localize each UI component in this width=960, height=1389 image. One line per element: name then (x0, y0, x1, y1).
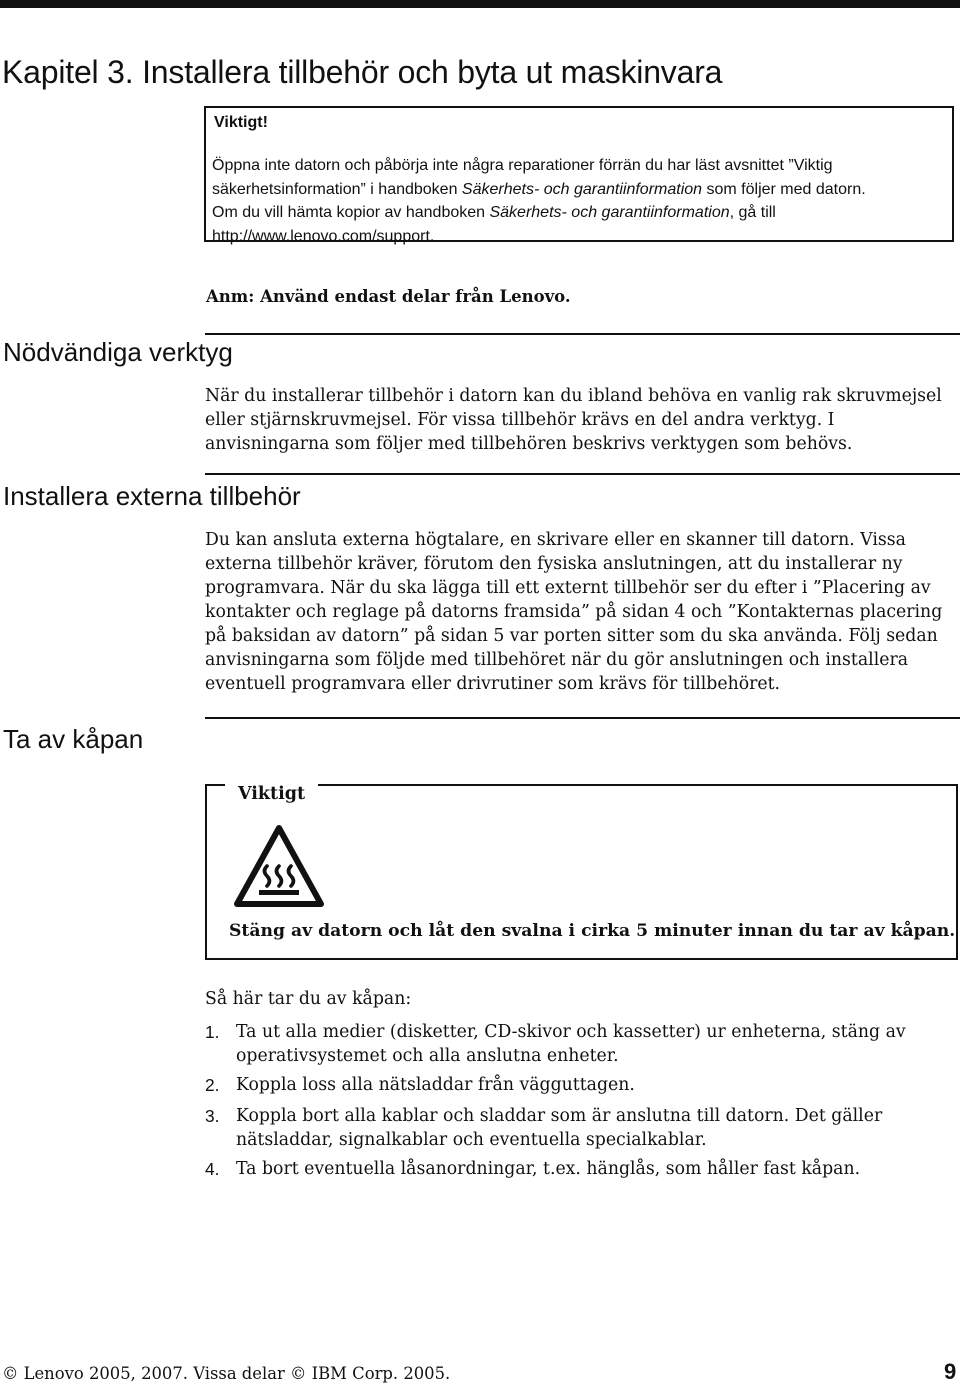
tools-paragraph: När du installerar tillbehör i datorn kan du ibland behöva en vanlig rak skruvmejsel eller stjärnskruvmejsel. För vissa tillbehör krävs en del andra verktyg. I anvisningarna som följer med tillbehören beskrivs verktygen som behövs. (205, 386, 942, 454)
top-rule (0, 0, 960, 8)
step-text: Koppla loss alla nätsladdar från vägguttagen. (236, 1075, 635, 1095)
warning-box-top-edge (205, 784, 225, 786)
step-number: 4. (205, 1159, 220, 1179)
step-number: 1. (205, 1022, 220, 1042)
step-text: Ta ut alla medier (disketter, CD-skivor och kassetter) ur enheterna, stäng av operativsystemet och alla anslutna enheter. (236, 1022, 906, 1066)
section-rule (205, 473, 960, 475)
step-text: Koppla bort alla kablar och sladdar som är anslutna till datorn. Det gäller nätsladdar, signalkablar och eventuella specialkablar. (236, 1106, 883, 1150)
section-rule (205, 333, 960, 335)
important-body (212, 154, 954, 248)
section-heading-cover: Ta av kåpan (3, 724, 144, 754)
page-number: 9 (944, 1359, 957, 1384)
warning-text: Stäng av datorn och låt den svalna i cirka 5 minuter innan du tar av kåpan. (229, 921, 956, 941)
section-heading-external: Installera externa tillbehör (3, 481, 301, 511)
important-line-2: säkerhetsinformation” i handboken Säkerhets- och garantiinformation som följer med datorn. (212, 180, 866, 198)
chapter-title: Kapitel 3. Installera tillbehör och byta ut maskinvara (2, 54, 723, 90)
warning-label: Viktigt (238, 784, 306, 804)
important-line-3: Om du vill hämta kopior av handboken Säkerhets- och garantiinformation, gå till (212, 204, 776, 221)
warning-box-top-edge (318, 784, 958, 786)
support-link[interactable]: http://www.lenovo.com/support. (212, 227, 435, 245)
list-item (205, 1073, 955, 1099)
list-item (205, 1157, 955, 1183)
list-item (205, 1020, 955, 1070)
step-number: 2. (205, 1075, 220, 1095)
hot-surface-warning-icon (232, 822, 326, 910)
external-paragraph: Du kan ansluta externa högtalare, en skrivare eller en skanner till datorn. Vissa externa tillbehör kräver, förutom den fysiska anslutningen, att du installerar ny programvara. När du ska lägga till ett externt tillbehör ser du efter i ”Placering av kontakter och reglage på datorns framsida” på sidan 4 och ”Kontakternas placering på baksidan av datorn” på sidan 5 var porten sitter som du ska använda. Följ sedan anvisningarna som följde med tillbehöret när du gör anslutningen och installera eventuell programvara eller drivrutiner som krävs för tillbehöret. (205, 530, 943, 694)
step-text: Ta bort eventuella låsanordningar, t.ex. hänglås, som håller fast kåpan. (236, 1159, 861, 1179)
section-rule (205, 717, 960, 719)
footer-copyright: © Lenovo 2005, 2007. Vissa delar © IBM Corp. 2005. (2, 1364, 451, 1383)
step-number: 3. (205, 1106, 220, 1126)
list-item (205, 1104, 955, 1154)
important-notice-box (204, 106, 954, 245)
section-heading-tools: Nödvändiga verktyg (3, 337, 233, 367)
parts-note: Anm: Använd endast delar från Lenovo. (206, 287, 571, 306)
important-line-1: Öppna inte datorn och påbörja inte några reparationer förrän du har läst avsnittet ”Viktig (212, 157, 833, 174)
steps-intro: Så här tar du av kåpan: (205, 989, 412, 1009)
important-heading: Viktigt! (214, 114, 268, 131)
